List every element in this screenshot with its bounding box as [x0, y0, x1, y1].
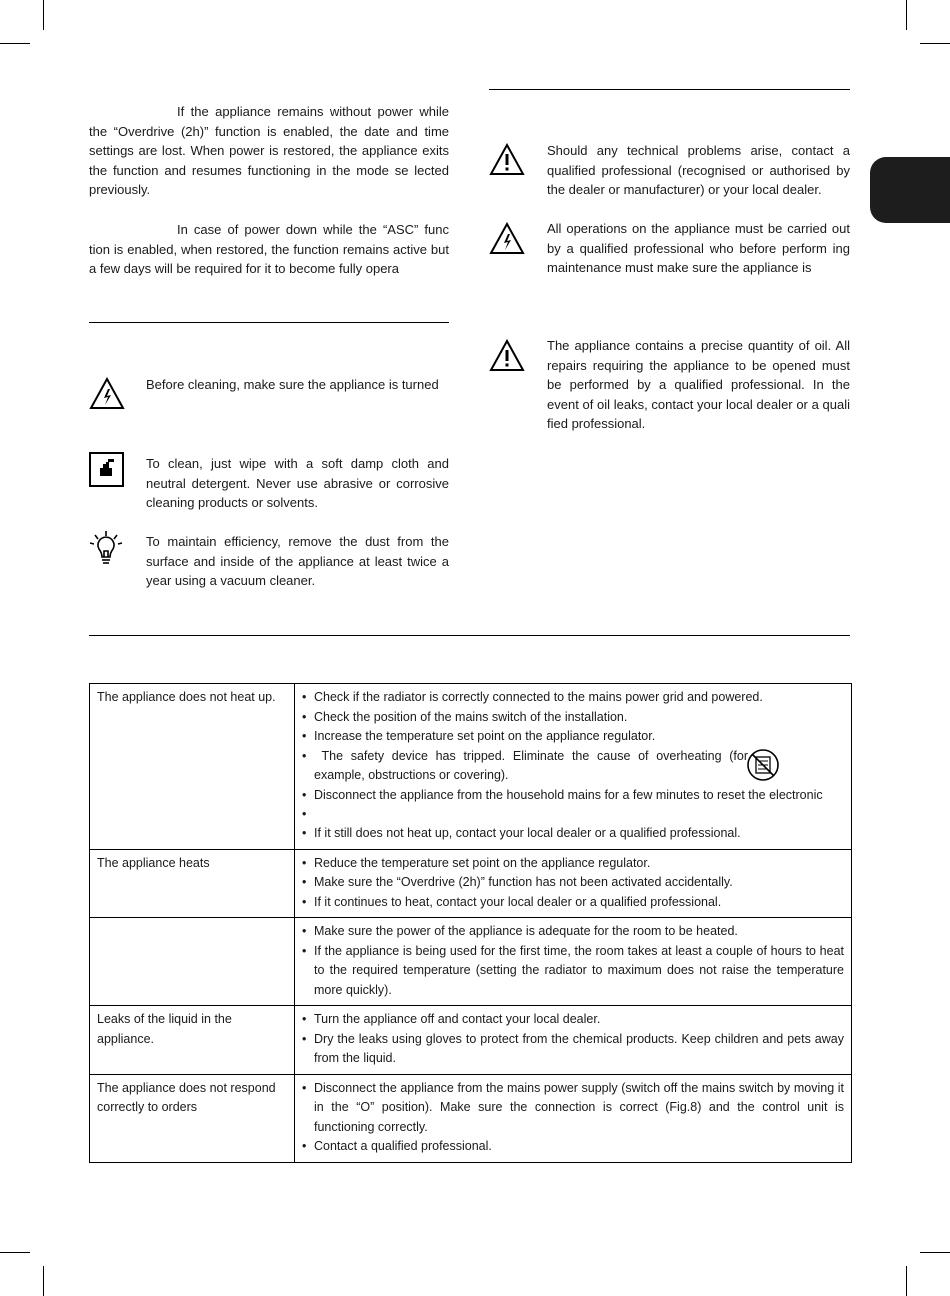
- spacer: [302, 805, 844, 824]
- solution-item: • Turn the appliance off and contact your local dealer.: [302, 1010, 844, 1030]
- oil-quantity-text: The appliance contains a precise quantity of oil. All repairs requiring the appliance to be opened must be performed by a qualified professional. In the event of oil leaks, contact your local dealer or a quali fied professional.: [547, 338, 850, 431]
- warning-triangle-icon: [489, 143, 525, 176]
- solution-item: • If it still does not heat up, contact your local dealer or a qualified professional.: [302, 824, 844, 844]
- section-tab: [870, 157, 950, 223]
- solution-item: • Disconnect the appliance from the household mains for a few minutes to reset the electronic: [302, 786, 844, 806]
- crop-mark: [906, 0, 907, 30]
- power-loss-asc-text: In case of power down while the “ASC” func tion is enabled, when restored, the function remains active but a few days will be required for it to become fully opera: [89, 222, 449, 276]
- table-row: [90, 849, 852, 918]
- crop-mark: [920, 43, 950, 44]
- solution-text: The safety device has tripped. Eliminate the cause of overheating (for example, obstructions or covering).: [314, 748, 748, 782]
- troubleshooting-table: [89, 683, 852, 1163]
- problem-cell: [90, 918, 295, 1006]
- problem-text: Leaks of the liquid in the appliance.: [97, 1012, 232, 1046]
- do-not-cover-icon: [746, 748, 780, 782]
- problem-text: The appliance does not respond correctly to orders: [97, 1080, 276, 1114]
- cleaning-dust-text: To maintain efficiency, remove the dust from the surface and inside of the appliance at least twice a year using a vacuum cleaner.: [146, 534, 449, 588]
- crop-mark: [920, 1252, 950, 1253]
- solution-item: • Contact a qualified professional.: [302, 1137, 844, 1157]
- solution-item: • Make sure the power of the appliance is adequate for the room to be heated.: [302, 922, 844, 942]
- crop-mark: [0, 1252, 30, 1253]
- cleaning-turn-off-text: Before cleaning, make sure the appliance is turned: [146, 377, 439, 392]
- problem-text: The appliance heats: [97, 855, 210, 870]
- problem-cell: [90, 684, 295, 850]
- qualified-operations-text: All operations on the appliance must be carried out by a qualified professional who before perform ing maintenance must make sure the appliance is: [547, 221, 850, 275]
- solution-item: • Dry the leaks using gloves to protect from the chemical products. Keep children and pets away from the liquid.: [302, 1030, 844, 1069]
- solution-cell: [295, 684, 852, 850]
- solution-item: [302, 747, 844, 786]
- solution-item: • Increase the temperature set point on the appliance regulator.: [302, 727, 844, 747]
- crop-mark: [906, 1266, 907, 1296]
- divider: [89, 635, 850, 636]
- problem-cell: [90, 1074, 295, 1162]
- crop-mark: [43, 0, 44, 30]
- solution-item: • Disconnect the appliance from the mains power supply (switch off the mains switch by moving it in the “O” position). Make sure the connection is correct (Fig.8) and the control unit is functioning correctly.: [302, 1079, 844, 1138]
- solution-item: • Check if the radiator is correctly connected to the mains power grid and powered.: [302, 688, 844, 708]
- warning-triangle-icon: [489, 339, 525, 372]
- solution-item: • If it continues to heat, contact your local dealer or a qualified professional.: [302, 893, 844, 913]
- solution-item: • Check the position of the mains switch of the installation.: [302, 708, 844, 728]
- divider: [89, 322, 449, 323]
- solution-item: • If the appliance is being used for the first time, the room takes at least a couple of hours to heat to the required temperature (setting the radiator to maximum does not raise the temperature more quickly).: [302, 942, 844, 1001]
- divider: [489, 89, 850, 90]
- problem-cell: [90, 849, 295, 918]
- electric-hazard-icon: [89, 377, 125, 410]
- crop-mark: [0, 43, 30, 44]
- table-row: [90, 918, 852, 1006]
- power-loss-overdrive-text: If the appliance remains without power while the “Overdrive (2h)” function is enabled, the date and time settings are lost. When power is restored, the appliance exits the function and resumes functioning in the mode se lected previously.: [89, 104, 449, 197]
- hand-wipe-icon: [89, 452, 124, 487]
- solution-cell: [295, 918, 852, 1006]
- solution-cell: [295, 1074, 852, 1162]
- problem-text: The appliance does not heat up.: [97, 690, 276, 704]
- lightbulb-icon: [89, 530, 123, 568]
- solution-item: • Reduce the temperature set point on the appliance regulator.: [302, 854, 844, 874]
- solution-cell: [295, 849, 852, 918]
- problem-cell: [90, 1006, 295, 1075]
- solution-cell: [295, 1006, 852, 1075]
- cleaning-wipe-text: To clean, just wipe with a soft damp cloth and neutral detergent. Never use abrasive or corrosive cleaning products or solvents.: [146, 456, 449, 510]
- technical-problems-text: Should any technical problems arise, contact a qualified professional (recognised or authorised by the dealer or manufacturer) or your local dealer.: [547, 143, 850, 197]
- crop-mark: [43, 1266, 44, 1296]
- solution-item: • Make sure the “Overdrive (2h)” function has not been activated accidentally.: [302, 873, 844, 893]
- table-row: [90, 1074, 852, 1162]
- electric-hazard-icon: [489, 222, 525, 255]
- table-row: [90, 1006, 852, 1075]
- table-row: [90, 684, 852, 850]
